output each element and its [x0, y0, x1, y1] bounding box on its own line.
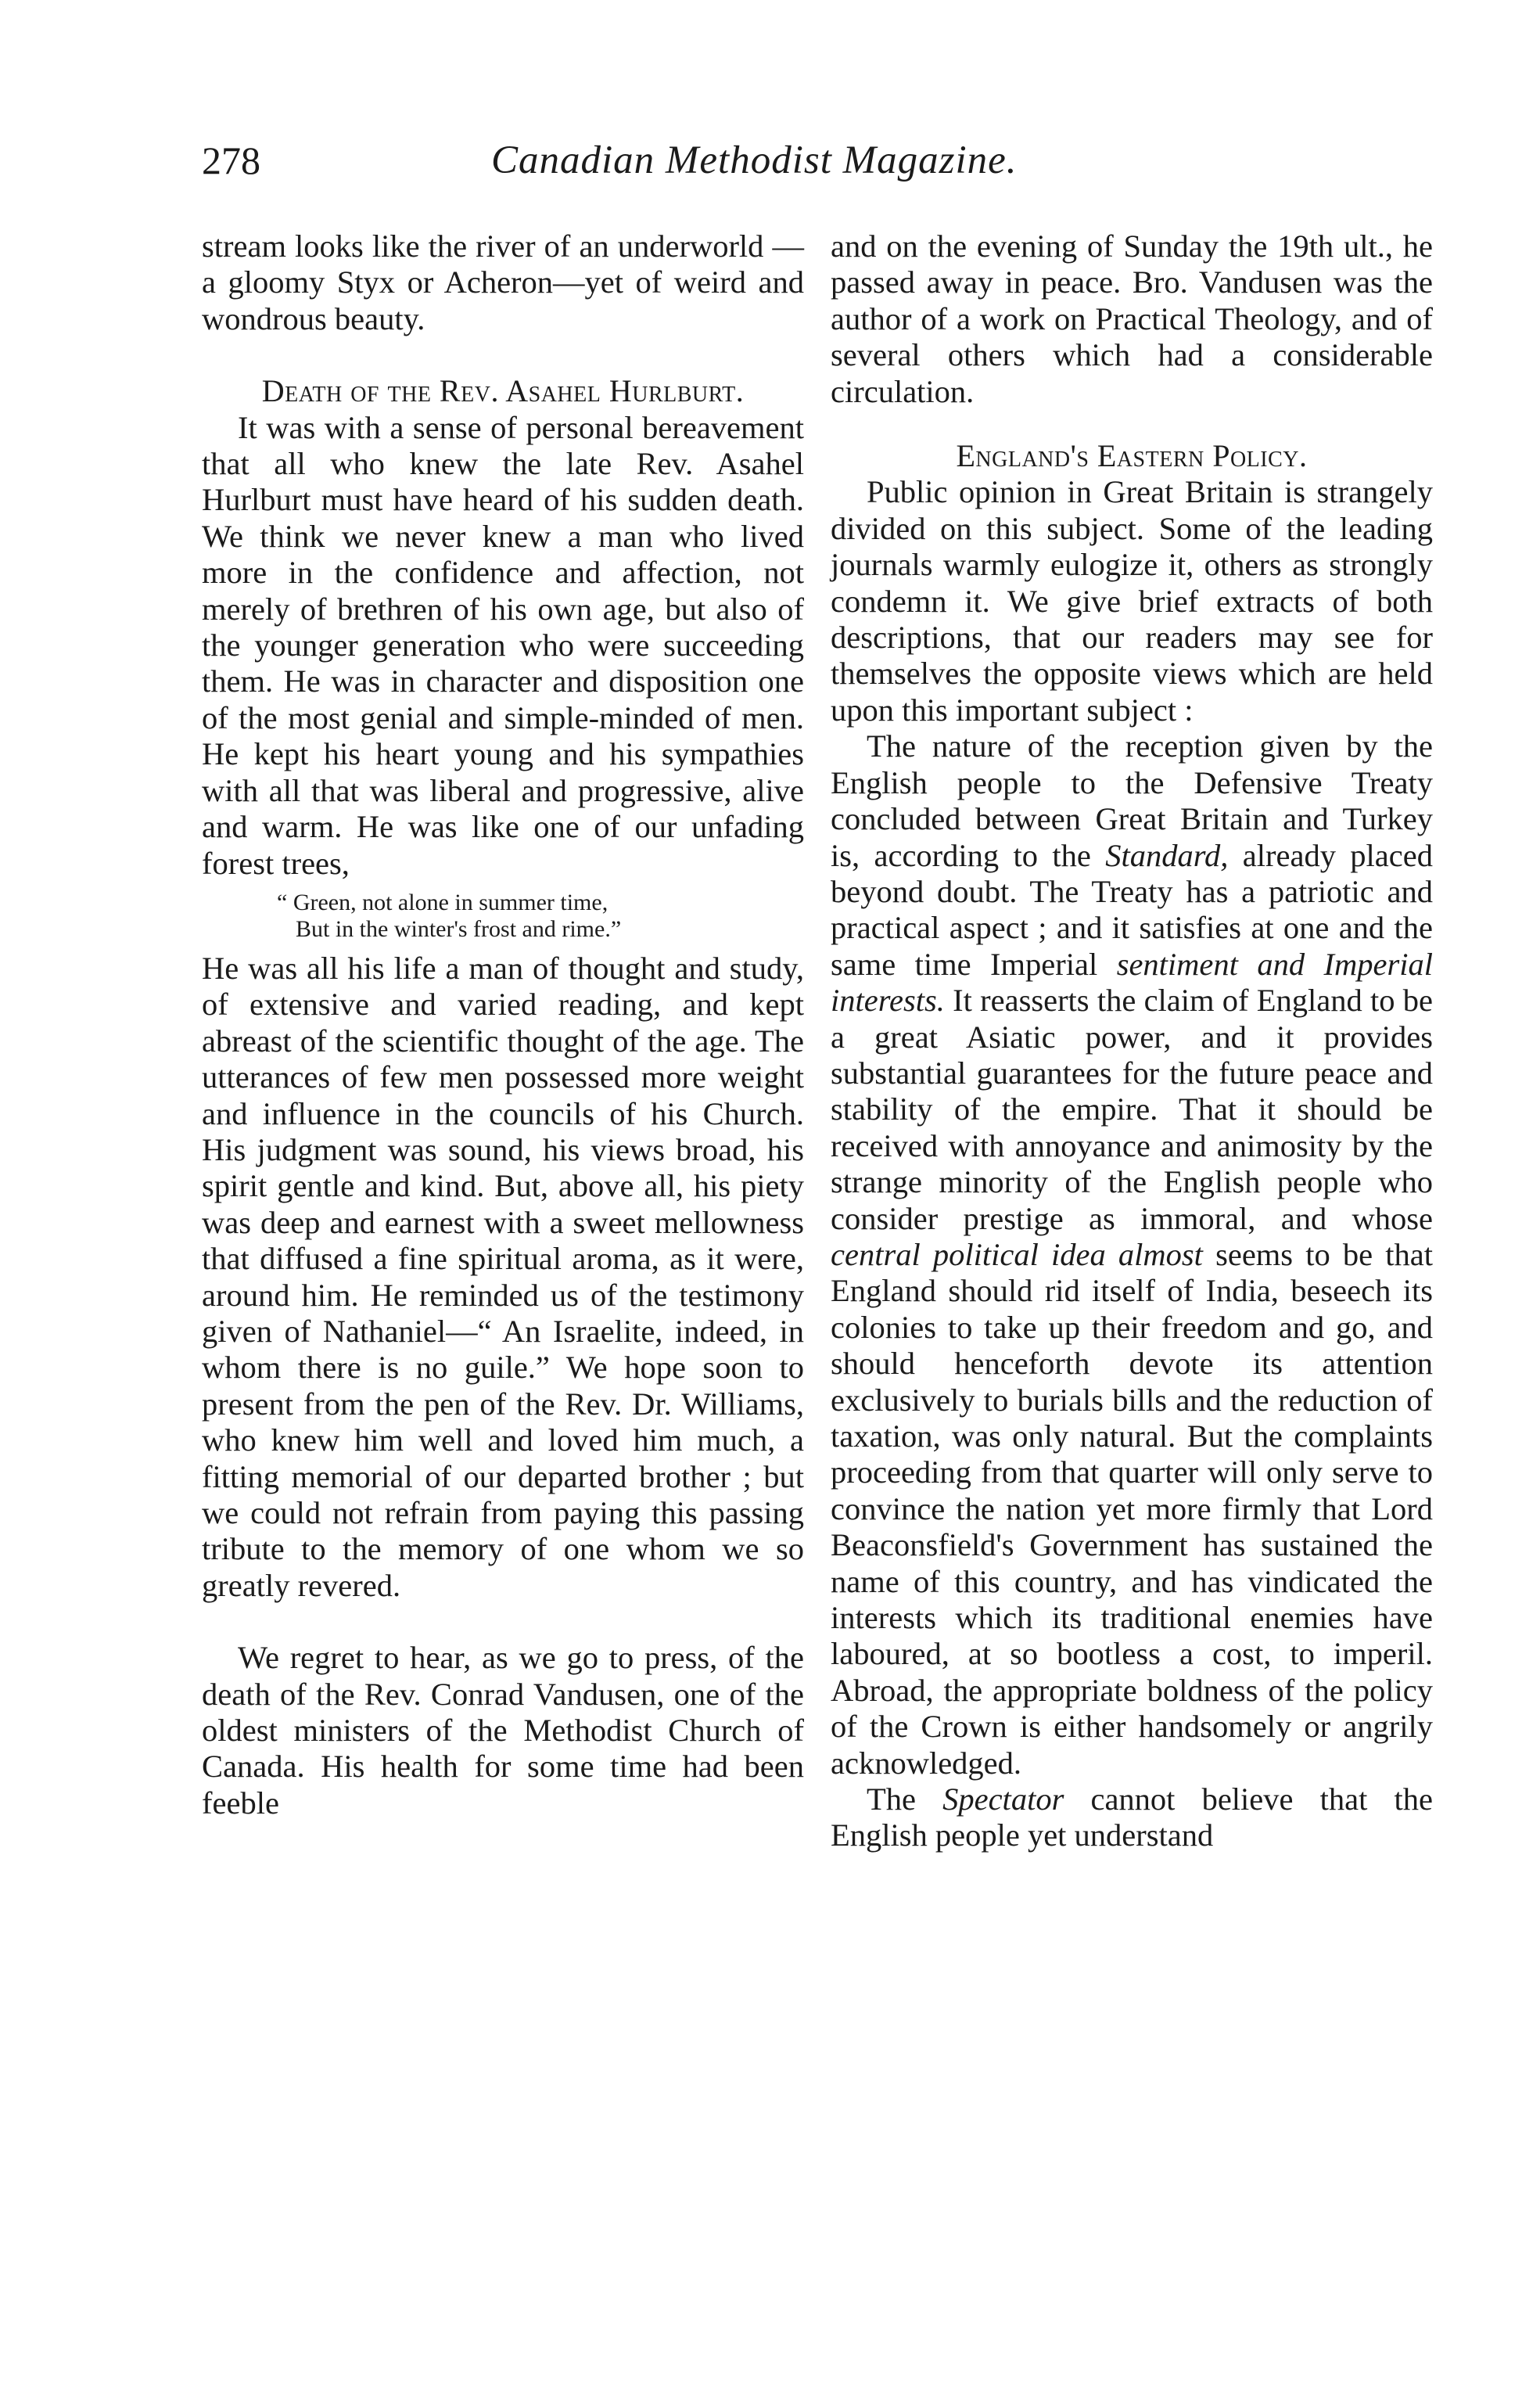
policy-p3-part-a: The	[867, 1781, 943, 1817]
intro-paragraph: stream looks like the river of an underworld — a gloomy Styx or Acheron—yet of weird and wondrous beauty.	[202, 228, 804, 336]
page-number: 278	[202, 138, 260, 182]
standard-title: Standard,	[1105, 837, 1229, 873]
policy-p3-part-b: cannot believe that the English people yet understand	[831, 1781, 1433, 1853]
quote-line-1: “ Green, not alone in summer time,	[277, 889, 608, 915]
policy-p2-italic-2: central political idea almost	[831, 1236, 1203, 1272]
running-title: Canadian Methodist Magazine.	[491, 138, 1018, 182]
vandusen-paragraph: We regret to hear, as we go to press, of the death of the Rev. Conrad Vandusen, one of the oldest ministers of the Methodist Church of Canada. His health for some time had been feeble	[202, 1640, 804, 1821]
policy-p2-italic-1: sentiment and Imperial interests.	[831, 946, 1433, 1019]
policy-paragraph-3	[831, 1781, 1433, 1854]
hurlburt-paragraph-2: He was all his life a man of thought and study, of extensive and varied reading, and kept abreast of the scientific thought of the age. The utterances of few men possessed more weight and influence in the councils of his Church. His judgment was sound, his views broad, his spirit gentle and kind. But, above all, his piety was deep and earnest with a sweet mellowness that diffused a fine spiritual aroma, as it were, around him. He reminded us of the testimony given of Nathaniel—“ An Israelite, indeed, in whom there is no guile.” We hope soon to present from the pen of the Rev. Dr. Williams, who knew him well and loved him much, a fitting memorial of our departed brother ; but we could not refrain from paying this passing tribute to the memory of one whom we so greatly revered.	[202, 950, 804, 1603]
policy-p2-part-a: The nature of the reception given by the English people to the Defensive Treaty concluded between Great Britain and Turkey is, according to the	[831, 728, 1433, 873]
spectator-title: Spectator	[942, 1781, 1064, 1817]
vandusen-continuation: and on the evening of Sunday the 19th ult., he passed away in peace. Bro. Vandusen was the author of a work on Practical Theology, and of several others which had a considerable circulation.	[831, 228, 1433, 409]
left-column	[202, 228, 804, 1821]
policy-p2-part-b: already placed beyond doubt. The Treaty has a patriotic and practical aspect ; and it satisfies at one and the same time Imperial	[831, 837, 1433, 982]
page-header	[202, 133, 1148, 188]
hurlburt-paragraph-1: It was with a sense of personal bereavement that all who knew the late Rev. Asahel Hurlburt must have heard of his sudden death. We think we never knew a man who lived more in the confidence and affection, not merely of brethren of his own age, but also of the younger generation who were succeeding them. He was in character and disposition one of the most genial and simple-minded of men. He kept his heart young and his sympathies with all that was liberal and progressive, alive and warm. He was like one of our unfading forest trees,	[202, 409, 804, 881]
policy-p2-part-d: seems to be that England should rid itself of India, beseech its colonies to take up their freedom and go, and should henceforth devote its attention exclusively to burials bills and the reduction of taxation, was only natural. But the complaints proceeding from that quarter will only serve to convince the nation yet more firmly that Lord Beaconsfield's Government has sustained the name of this country, and has vindicated the interests which its traditional enemies have laboured, at so bootless a cost, to imperil. Abroad, the appropriate boldness of the policy of the Crown is either handsomely or angrily acknowledged.	[831, 1236, 1433, 1781]
hurlburt-heading: Death of the Rev. Asahel Hurlburt.	[261, 373, 745, 409]
policy-heading: England's Eastern Policy.	[956, 438, 1308, 474]
policy-paragraph-1: Public opinion in Great Britain is strangely divided on this subject. Some of the leading journals warmly eulogize it, others as strongly condemn it. We give brief extracts of both descriptions, that our readers may see for themselves the opposite views which are held upon this important subject :	[831, 474, 1433, 728]
quote-line-2: But in the winter's frost and rime.”	[296, 915, 622, 942]
policy-paragraph-2	[831, 728, 1433, 1781]
right-column	[831, 228, 1433, 1854]
poem-quote	[202, 890, 804, 943]
policy-p2-part-c: It reasserts the claim of England to be a great Asiatic power, and it provides substantial guarantees for the future peace and stability of the empire. That it should be received with annoyance and animosity by the strange minority of the English people who consider prestige as immoral, and whose	[831, 983, 1433, 1236]
